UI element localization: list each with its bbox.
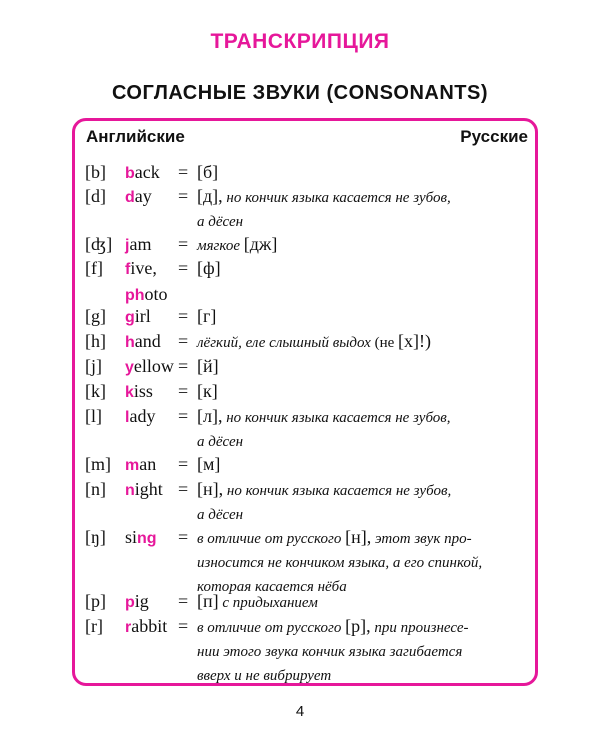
ipa-symbol: [l]: [85, 406, 102, 426]
ipa-symbol: [ŋ]: [85, 527, 106, 547]
ipa-symbol: [h]: [85, 331, 106, 351]
word-rest: irl: [134, 306, 151, 326]
russian-equivalent: [197, 256, 527, 282]
russian-sound: [н],: [197, 479, 224, 499]
highlighted-letters: m: [125, 457, 140, 474]
description-text: но кончик языка касается не зубов,: [226, 190, 451, 206]
word-rest: oto: [144, 284, 168, 304]
example-word: [125, 525, 157, 551]
russian-sound: [д],: [197, 186, 223, 206]
russian-equivalent: [197, 404, 527, 454]
russian-sound: [г]: [197, 306, 217, 326]
highlighted-letters: ng: [137, 530, 157, 547]
highlighted-letters: ph: [125, 287, 145, 304]
example-word: [125, 354, 174, 380]
word-prefix: si: [125, 527, 138, 547]
equals-sign: =: [178, 591, 189, 611]
word-rest: ight: [134, 479, 163, 499]
ipa-symbol: [p]: [85, 591, 106, 611]
equals-sign: =: [178, 381, 189, 401]
russian-equivalent: [197, 329, 527, 355]
description-line: а дёсен: [197, 434, 244, 450]
ipa-symbol: [m]: [85, 454, 111, 474]
highlighted-letters: f: [125, 261, 131, 278]
example-word: [125, 477, 163, 503]
page-title: ТРАНСКРИПЦИЯ: [210, 30, 390, 53]
description-note: (не: [374, 335, 395, 351]
word-rest: ack: [134, 162, 160, 182]
russian-sound: [к]: [197, 381, 218, 401]
description-text: в отличие от русского: [197, 620, 342, 636]
description-line: а дёсен: [197, 507, 244, 523]
example-word: [125, 404, 155, 430]
russian-equivalent: [197, 614, 527, 688]
page-number: 4: [295, 703, 305, 720]
example-word: [125, 304, 151, 330]
ipa-symbol: [j]: [85, 356, 102, 376]
equals-sign: =: [178, 356, 189, 376]
highlighted-letters: k: [125, 384, 134, 401]
equals-sign: =: [178, 406, 189, 426]
equals-sign: =: [178, 258, 189, 278]
description-line: вверх и не вибрирует: [197, 668, 332, 684]
description-line: которая касается нёба: [197, 579, 347, 595]
example-word: [125, 614, 167, 640]
russian-sound: [й]: [197, 356, 219, 376]
example-word: [125, 232, 151, 258]
russian-sound: [дж]: [243, 234, 278, 254]
russian-equivalent: [197, 379, 527, 405]
russian-equivalent: [197, 354, 527, 380]
description-line: нии этого звука кончик языка загибается: [197, 644, 463, 660]
description-text: при произнесе-: [374, 620, 469, 636]
highlighted-letters: p: [125, 594, 135, 611]
highlighted-letters: g: [125, 309, 135, 326]
russian-equivalent: [197, 477, 527, 527]
word-rest: ig: [134, 591, 149, 611]
description-text: лёгкий, еле слышный выдох: [197, 335, 371, 351]
russian-equivalent: [197, 589, 527, 615]
russian-equivalent: [197, 525, 527, 599]
ipa-symbol: [b]: [85, 162, 106, 182]
word-rest: an: [139, 454, 157, 474]
russian-equivalent: [197, 232, 527, 258]
description-text: в отличие от русского: [197, 531, 342, 547]
ipa-symbol: [r]: [85, 616, 103, 636]
russian-sound: [ф]: [197, 258, 221, 278]
ipa-symbol: [n]: [85, 479, 106, 499]
section-subtitle: СОГЛАСНЫЕ ЗВУКИ (CONSONANTS): [111, 82, 489, 104]
russian-equivalent: [197, 160, 527, 186]
equals-sign: =: [178, 527, 189, 547]
equals-sign: =: [178, 479, 189, 499]
equals-sign: =: [178, 306, 189, 326]
russian-sound: [р],: [345, 616, 371, 636]
word-rest: and: [134, 331, 161, 351]
ipa-symbol: [ʤ]: [85, 234, 113, 254]
russian-sound: [х]!): [398, 331, 431, 351]
word-rest: iss: [133, 381, 153, 401]
highlighted-letters: d: [125, 189, 135, 206]
russian-sound: [п]: [197, 591, 219, 611]
russian-equivalent: [197, 452, 527, 478]
russian-equivalent: [197, 304, 527, 330]
example-word: [125, 256, 168, 308]
equals-sign: =: [178, 331, 189, 351]
example-word: [125, 329, 161, 355]
russian-sound: [м]: [197, 454, 221, 474]
example-word: [125, 589, 149, 615]
russian-sound: [л],: [197, 406, 223, 426]
highlighted-letters: l: [125, 409, 130, 426]
description-text: но кончик языка касается не зубов,: [226, 483, 452, 499]
ipa-symbol: [g]: [85, 306, 106, 326]
example-word: [125, 379, 153, 405]
word-rest: ay: [134, 186, 152, 206]
ipa-symbol: [k]: [85, 381, 106, 401]
description-text: мягкое: [197, 238, 241, 254]
highlighted-letters: r: [125, 619, 132, 636]
ipa-symbol: [d]: [85, 186, 106, 206]
word-rest: ellow: [133, 356, 174, 376]
highlighted-letters: b: [125, 165, 135, 182]
word-rest: ady: [129, 406, 156, 426]
column-header-russian: Русские: [460, 127, 528, 146]
highlighted-letters: y: [125, 359, 134, 376]
equals-sign: =: [178, 234, 189, 254]
equals-sign: =: [178, 616, 189, 636]
example-word: [125, 184, 152, 210]
equals-sign: =: [178, 186, 189, 206]
description-text: но кончик языка касается не зубов,: [226, 410, 451, 426]
ipa-symbol: [f]: [85, 258, 103, 278]
highlighted-letters: j: [125, 237, 130, 254]
example-word: [125, 160, 160, 186]
description-line: износится не кончиком языка, а его спинкой,: [197, 555, 483, 571]
description-text: с придыханием: [222, 595, 318, 611]
russian-equivalent: [197, 184, 527, 234]
equals-sign: =: [178, 454, 189, 474]
highlighted-letters: h: [125, 334, 135, 351]
russian-sound: [б]: [197, 162, 219, 182]
equals-sign: =: [178, 162, 189, 182]
russian-sound: [н],: [345, 527, 372, 547]
column-header-english: Английские: [86, 127, 185, 146]
word-rest: am: [129, 234, 152, 254]
example-word: [125, 452, 156, 478]
description-line: а дёсен: [197, 214, 244, 230]
highlighted-letters: n: [125, 482, 135, 499]
word-rest: abbit: [131, 616, 168, 636]
description-text: этот звук про-: [374, 531, 472, 547]
word-rest: ive,: [130, 258, 157, 278]
